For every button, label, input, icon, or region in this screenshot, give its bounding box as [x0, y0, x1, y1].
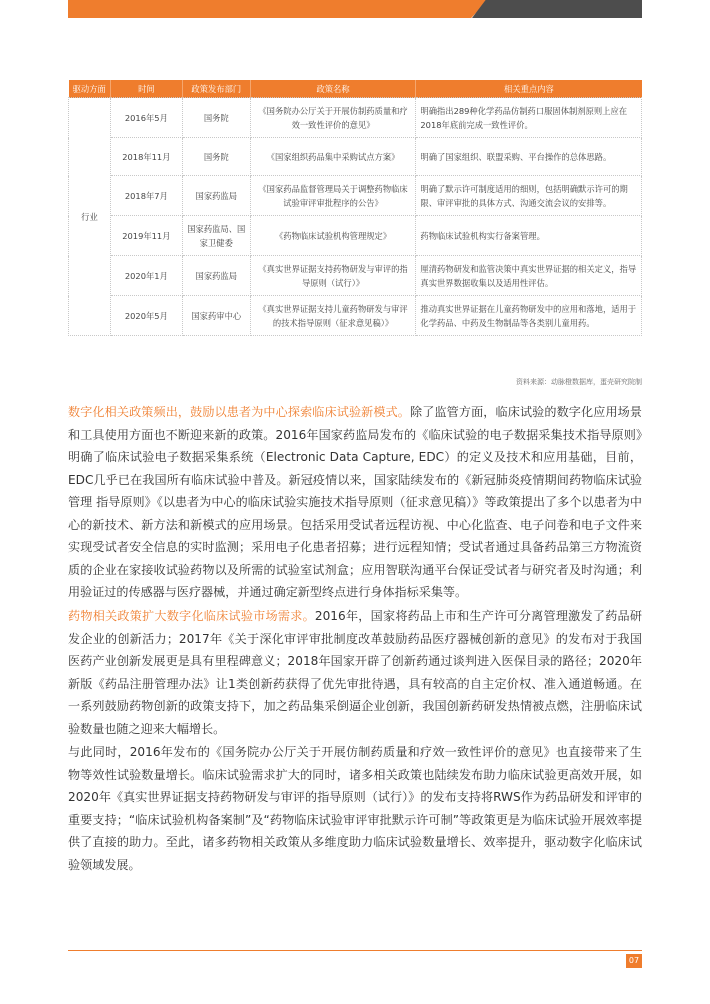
- header-policy-name: 政策名称: [250, 80, 416, 98]
- header-orange-band: [68, 0, 488, 18]
- paragraph-highlight: 药物相关政策扩大数字化临床试验市场需求。: [68, 609, 315, 623]
- header-grey-band: [472, 0, 642, 18]
- header-driver: 驱动方面: [69, 80, 111, 98]
- time-cell: 2020年1月: [110, 256, 182, 296]
- detail-cell: 药物临床试验机构实行备案管理。: [416, 216, 642, 256]
- header-dept: 政策发布部门: [182, 80, 250, 98]
- table-row: [69, 138, 642, 176]
- header-time: 时间: [110, 80, 182, 98]
- dept-cell: 国家药审中心: [182, 296, 250, 336]
- detail-cell: 明确指出289种化学药品仿制药口服固体制剂原则上应在2018年底前完成一致性评价。: [416, 98, 642, 138]
- table-row: [69, 216, 642, 256]
- paragraph-highlight: 数字化相关政策频出，鼓励以患者为中心探索临床试验新模式。: [68, 405, 411, 419]
- header-decoration: [68, 0, 642, 18]
- table-row: [69, 176, 642, 216]
- detail-cell: 推动真实世界证据在儿童药物研发中的应用和落地，适用于化学药品、中药及生物制品等各类别儿童用药。: [416, 296, 642, 336]
- policy-name-cell: 《国家组织药品集中采购试点方案》: [250, 138, 416, 176]
- time-cell: 2018年11月: [110, 138, 182, 176]
- time-cell: 2018年7月: [110, 176, 182, 216]
- policy-table: [68, 80, 642, 336]
- paragraph-bioequivalence: [68, 741, 642, 876]
- time-cell: 2019年11月: [110, 216, 182, 256]
- policy-name-cell: 《真实世界证据支持儿童药物研发与审评的技术指导原则（征求意见稿）》: [250, 296, 416, 336]
- footer-divider: [68, 950, 642, 951]
- time-cell: 2016年5月: [110, 98, 182, 138]
- policy-name-cell: 《真实世界证据支持药物研发与审评的指导原则（试行）》: [250, 256, 416, 296]
- paragraph-body: 2016年，国家将药品上市和生产许可分离管理激发了药品研发企业的创新活力；2017年《关于深化审评审批制度改革鼓励药品医疗器械创新的意见》的发布对于我国医药产业创新发展更是具有里程碑意义；2018年国家开辟了创新药通过谈判进入医保目录的路径；2020年新版《药品注册管理办法》让1类创新药获得了优先审批待遇，具有较高的自主定价权、准入通道畅通。在一系列鼓励药物创新的政策支持下，加之药品集采倒逼企业创新，我国创新药研发热情被点燃，注册临床试验数量也随之迎来大幅增长。: [68, 609, 642, 736]
- table-row: [69, 98, 642, 138]
- table-header-row: [69, 80, 642, 98]
- category-cell: 行业: [69, 98, 111, 336]
- table-row: [69, 256, 642, 296]
- policy-name-cell: 《国家药品监督管理局关于调整药物临床试验审评审批程序的公告》: [250, 176, 416, 216]
- detail-cell: 明确了国家组织、联盟采购、平台操作的总体思路。: [416, 138, 642, 176]
- header-key-content: 相关重点内容: [416, 80, 642, 98]
- time-cell: 2020年5月: [110, 296, 182, 336]
- policy-name-cell: 《药物临床试验机构管理规定》: [250, 216, 416, 256]
- paragraph-digital-policy: [68, 401, 642, 604]
- dept-cell: 国家药监局: [182, 176, 250, 216]
- dept-cell: 国家药监局、国家卫健委: [182, 216, 250, 256]
- dept-cell: 国务院: [182, 98, 250, 138]
- detail-cell: 明确了默示许可制度适用的细则，包括明确默示许可的期限、审评审批的具体方式、沟通交流会议的安排等。: [416, 176, 642, 216]
- detail-cell: 厘清药物研发和监管决策中真实世界证据的相关定义，指导真实世界数据收集以及适用性评估。: [416, 256, 642, 296]
- paragraph-body: 与此同时，2016年发布的《国务院办公厅关于开展仿制药质量和疗效一致性评价的意见》也直接带来了生物等效性试验数量增长。临床试验需求扩大的同时，诸多相关政策也陆续发布助力临床试验更高效开展，如2020年《真实世界证据支持药物研发与审评的指导原则（试行）》的发布支持将RWS作为药品研发和评审的重要支持；“临床试验机构备案制”及“药物临床试验审评审批默示许可制”等政策更是为临床试验开展效率提供了直接的助力。至此，诸多药物相关政策从多维度助力临床试验数量增长、效率提升，驱动数字化临床试验领域发展。: [68, 745, 642, 872]
- table-row: [69, 296, 642, 336]
- paragraph-body: 除了监管方面，临床试验的数字化应用场景和工具使用方面也不断迎来新的政策。2016年国家药监局发布的《临床试验的电子数据采集技术指导原则》明确了临床试验电子数据采集系统（Electronic Data Capture, EDC）的定义及技术和应用基础，目前，EDC几乎已在我国所有临床试验中普及。新冠疫情以来，国家陆续发布的《新冠肺炎疫情期间药物临床试验管理 指导原则》《以患者为中心的临床试验实施技术指导原则（征求意见稿）》等政策提出了多个以患者为中心的新技术、新方法和新模式的应用场景。包括采用受试者远程访视、中心化监查、电子问卷和电子文件来实现受试者安全信息的实时监测；采用电子化患者招募；进行远程知情；受试者通过具备药品第三方物流资质的企业在家接收试验药物以及所需的试验室试剂盒；应用智联沟通平台保证受试者与研究者及时沟通；利用验证过的传感器与医疗器械，并通过确定新型终点进行身体指标采集等。: [68, 405, 642, 599]
- policy-name-cell: 《国务院办公厅关于开展仿制药质量和疗效一致性评价的意见》: [250, 98, 416, 138]
- paragraph-drug-policy: [68, 605, 642, 740]
- dept-cell: 国务院: [182, 138, 250, 176]
- page-number: 07: [626, 954, 642, 968]
- dept-cell: 国家药监局: [182, 256, 250, 296]
- source-note: 资料来源：动脉橙数据库，蛋壳研究院制: [516, 378, 642, 386]
